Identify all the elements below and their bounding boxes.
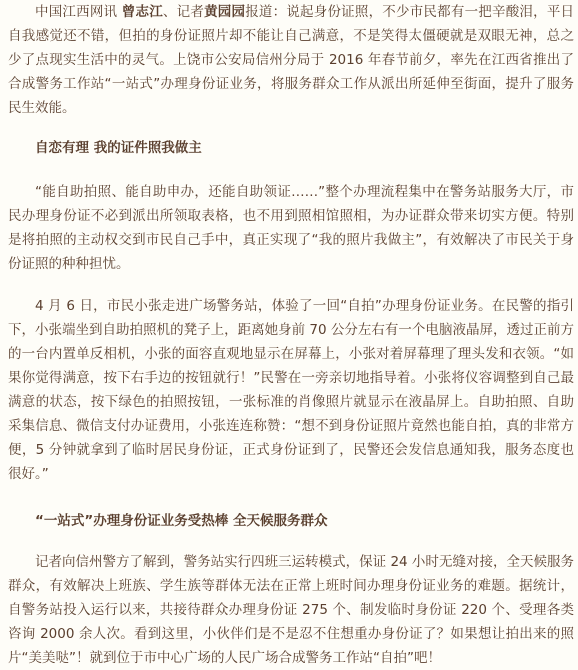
reporter-separator: 、记者 xyxy=(162,4,205,20)
paragraph-4: 记者向信州警方了解到，警务站实行四班三运转模式，保证 24 小时无缝对接，全天候服务群众，有效解决上班族、学生族等群体无法在正常上班时间办理身份证业务的难题。据统计，自警务站投入运行以来，共接待群众办理身份证 275 个、制发临时身份证 220 个、受理各类咨询 2000 余人次。看到这里，小伙伴们是不是忍不住想重办身份证了？如果想让拍出来的照片“美美哒”！就到位于市中心广场的人民广场合成警务工作站“自拍”吧！ xyxy=(8,554,574,666)
intro-body: 报道：说起身份证照，不少市民都有一把辛酸泪，平日自我感觉还不错，但拍的身份证照片却不能让自己满意，不是笑得太僵硬就是双眼无神，总之少了点现实生活中的灵气。上饶市公安局信州分局于 2016 年春节前夕，率先在江西省推出了合成警务工作站“一站式”办理身份证业务，将服务群众工作从派出所延伸至街面，提升了服务民生效能。 xyxy=(8,4,575,116)
reporter-name: 曾志江 xyxy=(121,4,163,20)
section-heading-1: 自恋有理 我的证件照我做主 xyxy=(35,140,202,156)
section-heading-2: “一站式”办理身份证业务受热棒 全天候服务群众 xyxy=(35,513,328,529)
reporter-name: 黄园园 xyxy=(204,4,246,20)
paragraph-2: “能自助拍照、能自助申办，还能自助领证……”整个办理流程集中在警务站服务大厅，市民办理身份证不必到派出所领取表格，也不用到照相馆照相，为办证群众带来切实方便。特别是将拍照的主动权交到市民自己手中，真正实现了“我的照片我做主”，有效解决了市民关于身份证照的种种担忧。 xyxy=(8,184,574,272)
paragraph-3: 4 月 6 日，市民小张走进广场警务站，体验了一回“自拍”办理身份证业务。在民警的指引下，小张端坐到自助拍照机的凳子上，距离她身前 70 公分左右有一个电脑液晶屏，透过正前方的一台内置单反相机，小张的面容直观地显示在屏幕上，小张对着屏幕理了理头发和衣领。“如果你觉得满意，按下右手边的按钮就行！”民警在一旁亲切地指导着。小张将仪容调整到自己最满意的状态，按下绿色的拍照按钮，一张标准的肖像照片就显示在液晶屏上。自助拍照、自助采集信息、微信支付办证费用，小张连连称赞：“想不到身份证照片竟然也能自拍，真的非常方便，5 分钟就拿到了临时居民身份证，正式身份证到了，民警还会发信息通知我，服务态度也很好。” xyxy=(8,298,574,482)
news-source: 中国江西网讯 xyxy=(35,4,118,20)
intro-paragraph xyxy=(8,0,574,120)
